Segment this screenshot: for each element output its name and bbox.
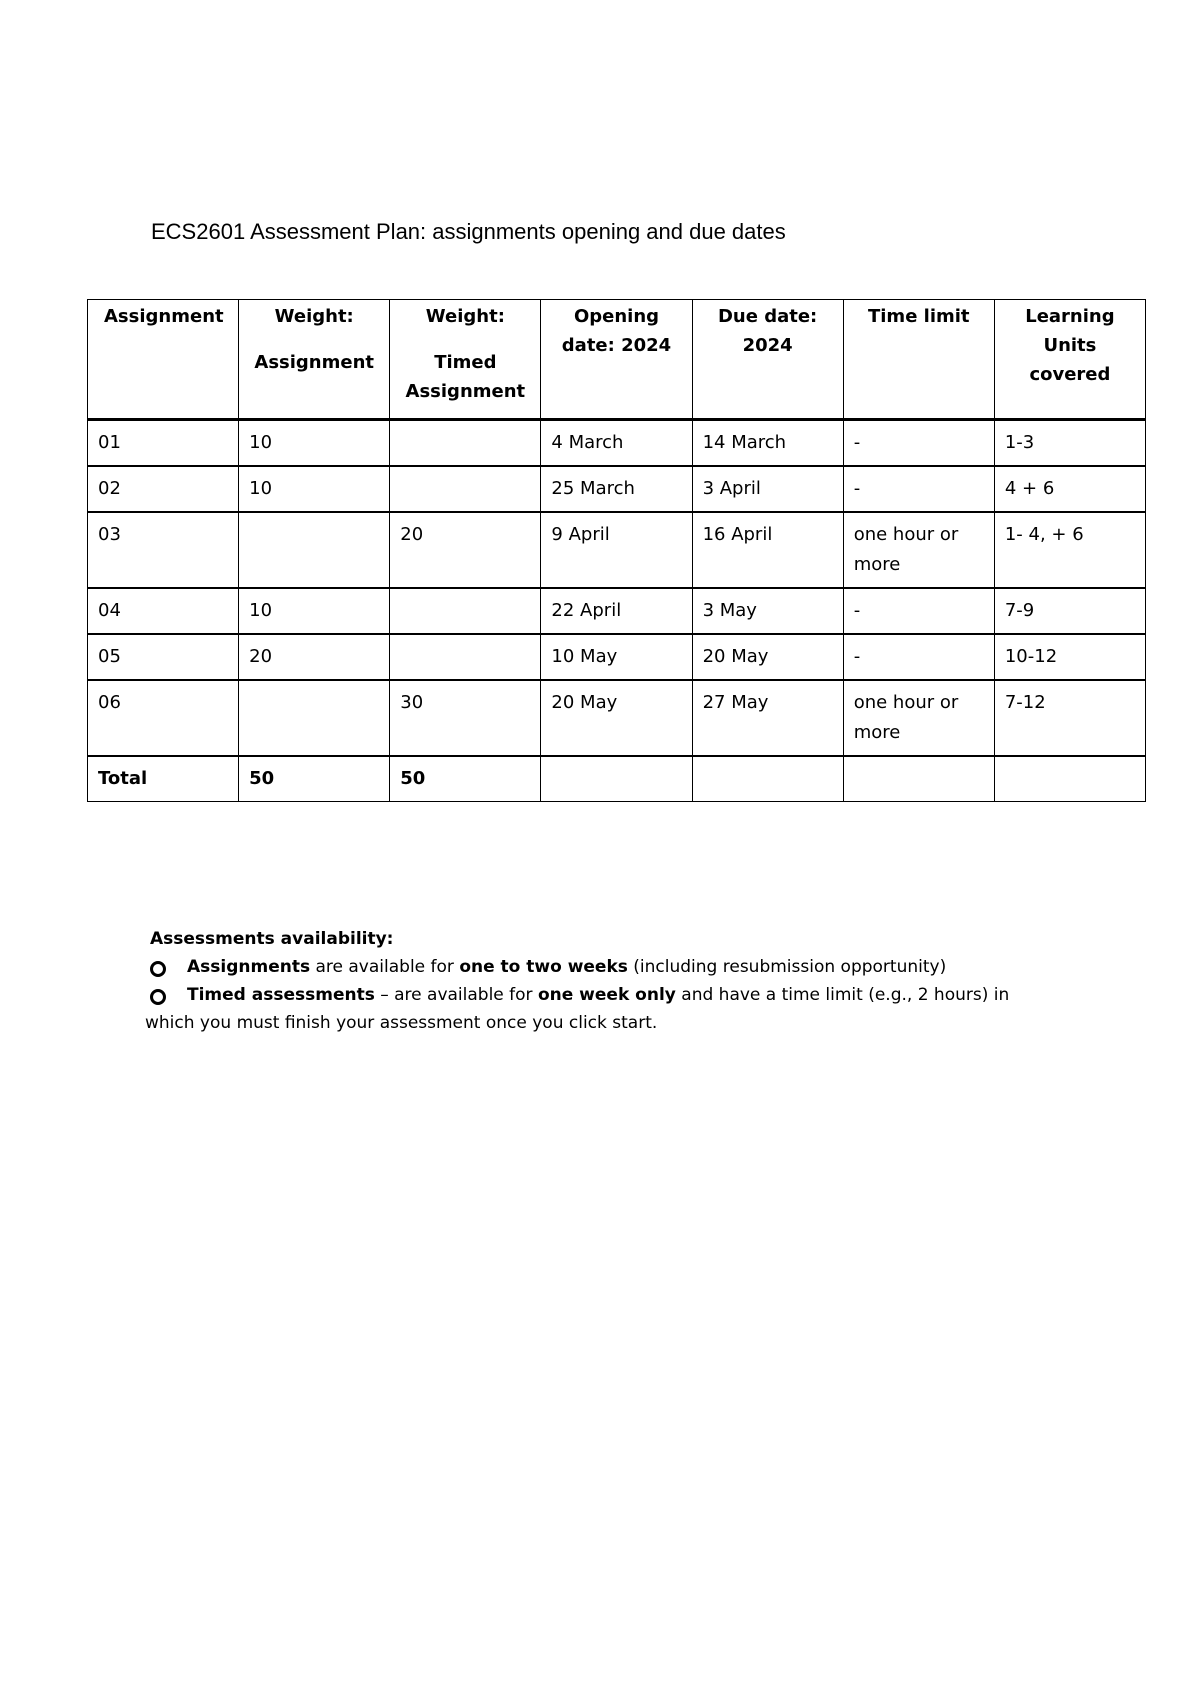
cell-total-weight-assignment: 50	[239, 756, 390, 802]
cell-total-label: Total	[88, 756, 239, 802]
cell-time-limit: one hour or more	[843, 512, 994, 588]
cell-learning-units: 7-12	[994, 680, 1145, 756]
cell-empty	[843, 756, 994, 802]
table-row	[88, 680, 1146, 756]
cell-assignment: 01	[88, 420, 239, 467]
header-learning-units: Learning Units covered	[994, 300, 1145, 420]
cell-weight-assignment: 10	[239, 466, 390, 512]
cell-due-date: 3 April	[692, 466, 843, 512]
cell-total-weight-timed: 50	[390, 756, 541, 802]
table-row	[88, 588, 1146, 634]
table-row	[88, 420, 1146, 467]
cell-due-date: 14 March	[692, 420, 843, 467]
availability-item-timed: Timed assessments – are available for one week only and have a time limit (e.g., 2 hours) in which you must finish your assessment once you click start.	[145, 985, 1010, 1033]
availability-item-assignments: Assignments are available for one to two weeks (including resubmission opportunity)	[145, 953, 1045, 981]
cell-time-limit: -	[843, 588, 994, 634]
cell-assignment: 03	[88, 512, 239, 588]
cell-empty	[994, 756, 1145, 802]
cell-weight-timed	[390, 634, 541, 680]
availability-heading: Assessments availability:	[150, 929, 394, 949]
header-weight-assignment: Weight: Assignment	[239, 300, 390, 420]
header-due-date: Due date: 2024	[692, 300, 843, 420]
cell-weight-timed: 30	[390, 680, 541, 756]
cell-weight-timed	[390, 420, 541, 467]
cell-time-limit: one hour or more	[843, 680, 994, 756]
cell-empty	[692, 756, 843, 802]
cell-opening-date: 4 March	[541, 420, 692, 467]
cell-due-date: 20 May	[692, 634, 843, 680]
availability-section	[145, 925, 1045, 1037]
cell-weight-assignment	[239, 680, 390, 756]
cell-opening-date: 20 May	[541, 680, 692, 756]
circle-bullet-icon	[150, 961, 166, 977]
header-weight-timed: Weight: Timed Assignment	[390, 300, 541, 420]
cell-weight-timed	[390, 588, 541, 634]
assessment-plan-table	[87, 299, 1146, 802]
cell-learning-units: 10-12	[994, 634, 1145, 680]
cell-weight-timed: 20	[390, 512, 541, 588]
cell-weight-assignment: 10	[239, 588, 390, 634]
cell-time-limit: -	[843, 634, 994, 680]
cell-assignment: 04	[88, 588, 239, 634]
circle-bullet-icon	[150, 989, 166, 1005]
header-opening-date: Opening date: 2024	[541, 300, 692, 420]
cell-time-limit: -	[843, 466, 994, 512]
page-title: ECS2601 Assessment Plan: assignments opening and due dates	[151, 219, 786, 244]
cell-learning-units: 4 + 6	[994, 466, 1145, 512]
table-row	[88, 512, 1146, 588]
cell-opening-date: 9 April	[541, 512, 692, 588]
cell-due-date: 16 April	[692, 512, 843, 588]
cell-learning-units: 1- 4, + 6	[994, 512, 1145, 588]
cell-opening-date: 10 May	[541, 634, 692, 680]
cell-due-date: 27 May	[692, 680, 843, 756]
cell-assignment: 06	[88, 680, 239, 756]
cell-assignment: 05	[88, 634, 239, 680]
table-total-row	[88, 756, 1146, 802]
table-header-row	[88, 300, 1146, 420]
cell-learning-units: 7-9	[994, 588, 1145, 634]
cell-due-date: 3 May	[692, 588, 843, 634]
cell-opening-date: 22 April	[541, 588, 692, 634]
cell-assignment: 02	[88, 466, 239, 512]
cell-time-limit: -	[843, 420, 994, 467]
cell-weight-assignment: 10	[239, 420, 390, 467]
cell-weight-assignment: 20	[239, 634, 390, 680]
cell-opening-date: 25 March	[541, 466, 692, 512]
cell-learning-units: 1-3	[994, 420, 1145, 467]
header-assignment: Assignment	[88, 300, 239, 420]
cell-weight-timed	[390, 466, 541, 512]
cell-weight-assignment	[239, 512, 390, 588]
table-row	[88, 466, 1146, 512]
header-time-limit: Time limit	[843, 300, 994, 420]
cell-empty	[541, 756, 692, 802]
table-row	[88, 634, 1146, 680]
